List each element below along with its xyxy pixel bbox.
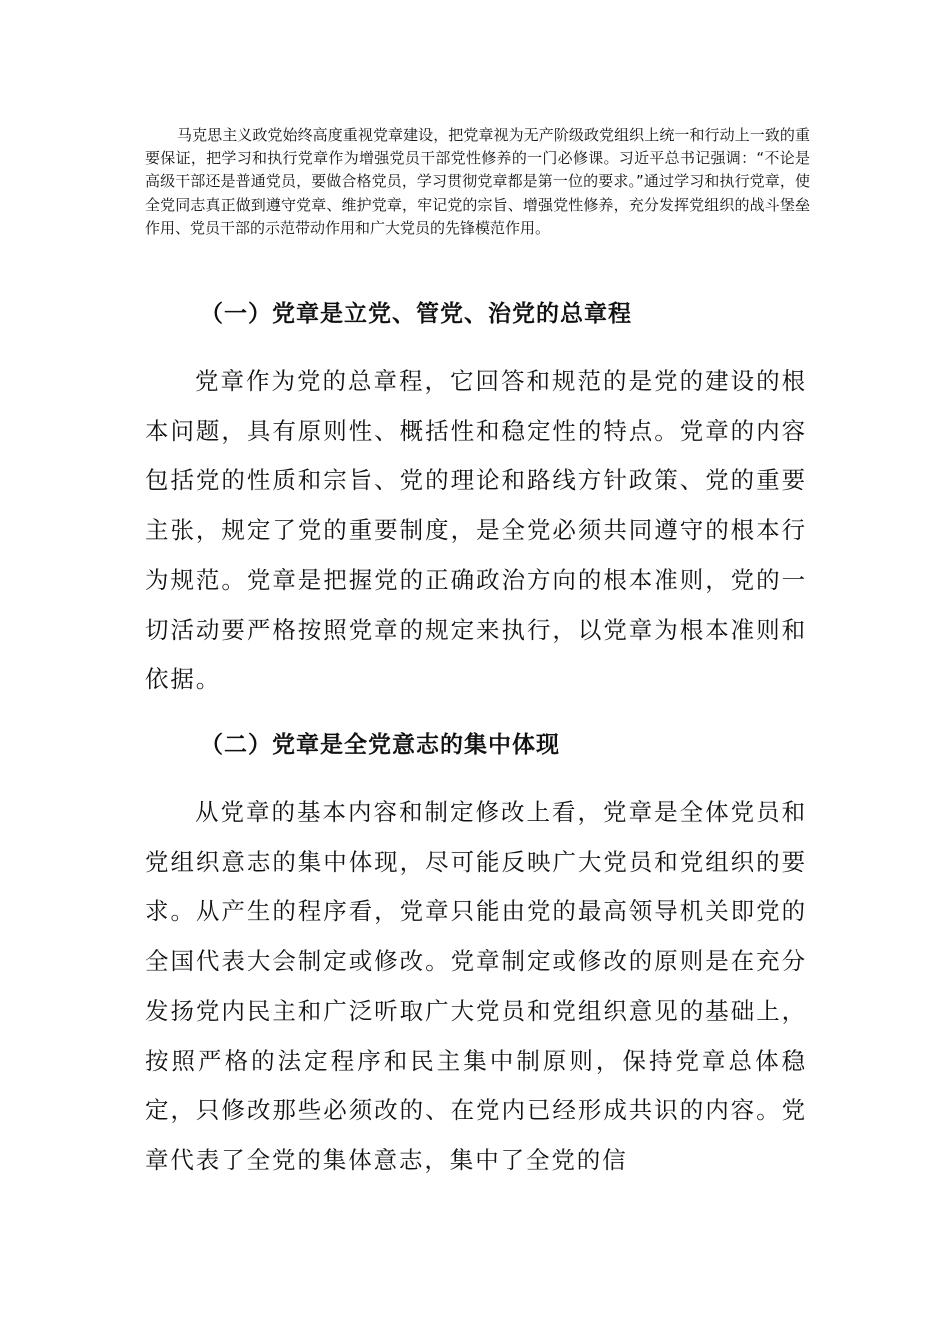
section-heading-1: （一）党章是立党、管党、治党的总章程	[200, 301, 632, 327]
intro-paragraph: 马克思主义政党始终高度重视党章建设，把党章视为无产阶级政党组织上统一和行动上一致的重要保证，把学习和执行党章作为增强党员干部党性修养的一门必修课。习近平总书记强调：“不论是高级干部还是普通党员，要做合格党员，学习贯彻党章都是第一位的要求。”通过学习和执行党章，使全党同志真正做到遵守党章、维护党章，牢记党的宗旨、增强党性修养，充分发挥党组织的战斗堡垒作用、党员干部的示范带动作用和广大党员的先锋模范作用。	[145, 126, 810, 237]
section-body-1: 党章作为党的总章程，它回答和规范的是党的建设的根本问题，具有原则性、概括性和稳定性的特点。党章的内容包括党的性质和宗旨、党的理论和路线方针政策、党的重要主张，规定了党的重要制度，是全党必须共同遵守的根本行为规范。党章是把握党的正确政治方向的根本准则，党的一切活动要严格按照党章的规定来执行，以党章为根本准则和依据。	[145, 367, 807, 694]
section-heading-2: （二）党章是全党意志的集中体现	[200, 732, 560, 758]
section-body-2: 从党章的基本内容和制定修改上看，党章是全体党员和党组织意志的集中体现，尽可能反映广大党员和党组织的要求。从产生的程序看，党章只能由党的最高领导机关即党的全国代表大会制定或修改。党章制定或修改的原则是在充分发扬党内民主和广泛听取广大党员和党组织意见的基础上，按照严格的法定程序和民主集中制原则，保持党章总体稳定，只修改那些必须改的、在党内已经形成共识的内容。党章代表了全党的集体意志，集中了全党的信	[145, 798, 807, 1174]
